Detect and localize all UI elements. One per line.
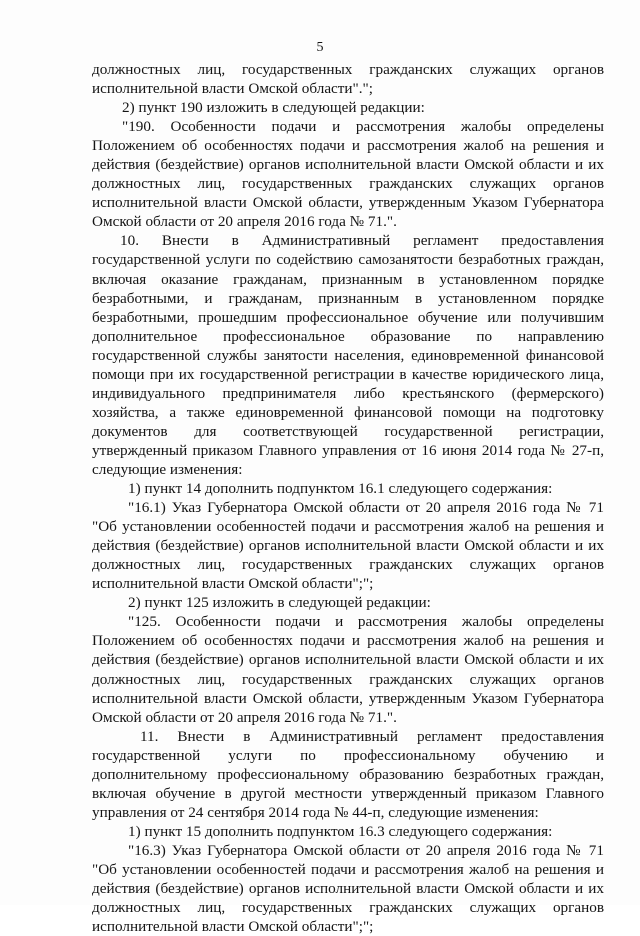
text-line: дополнительное профессиональное образование по направлению [92,327,604,345]
text-line: 10. Внести в Административный регламент предоставления [120,232,604,250]
text-line: действия (бездействие) органов исполнительной власти Омской области и их [92,880,604,898]
text-line: Положением об особенностях подачи и рассмотрения жалоб на решения и [92,137,604,155]
text-line: индивидуального предпринимателя либо крестьянского (фермерского) [92,384,604,402]
text-line: безработными, и гражданам, признанным в установленном порядке [92,289,604,307]
text-line: хозяйства, а также единовременной финансовой помощи на подготовку [92,403,604,421]
text-line: следующие изменения: [92,460,243,478]
text-line: документов для соответствующей государственной регистрации, [92,422,604,440]
text-line: помощи при их государственной регистрации в качестве юридического лица, [92,365,604,383]
text-line: утвержденный приказом Главного управления от 16 июня 2014 года № 27-п, [92,441,604,459]
text-line: должностных лиц, государственных гражданских служащих органов [92,61,604,78]
text-line: включая оказание гражданам, признанным в установленном порядке [92,270,604,288]
document-body [92,60,604,936]
text-line: исполнительной власти Омской области";"; [92,575,374,593]
text-line: дополнительному профессиональному образованию безработных граждан, [92,765,604,783]
text-line: должностных лиц, государственных гражданских служащих органов [92,556,604,574]
text-line: действия (бездействие) органов исполнительной власти Омской области и их [92,537,604,555]
text-line: государственной услуги по профессиональному обучению и [92,746,604,764]
text-line: Омской области от 20 апреля 2016 года № 71.". [92,708,397,726]
text-line: действия (бездействие) органов исполнительной власти Омской области и их [92,651,604,669]
text-line: управления от 24 сентября 2014 года № 44-п, следующие изменения: [92,803,539,821]
text-line: Омской области от 20 апреля 2016 года № 71.". [92,213,397,231]
text-line: "Об установлении особенностей подачи и рассмотрения жалоб на решения и [92,860,604,878]
text-line: безработными, прошедшим профессиональное обучение или получившим [92,308,604,326]
text-line: "Об установлении особенностей подачи и рассмотрения жалоб на решения и [92,518,604,536]
text-line: "16.1) Указ Губернатора Омской области от 20 апреля 2016 года № 71 [128,499,604,517]
text-line: Положением об особенностях подачи и рассмотрения жалоб на решения и [92,632,604,650]
text-line: 1) пункт 15 дополнить подпунктом 16.3 следующего содержания: [128,822,553,840]
text-line: исполнительной власти Омской области, утвержденным Указом Губернатора [92,689,604,707]
page-number: 5 [316,40,324,55]
text-line: 1) пункт 14 дополнить подпунктом 16.1 следующего содержания: [128,480,553,498]
text-line: государственной услуги по содействию самозанятости безработных граждан, [92,251,604,269]
text-line: исполнительной власти Омской области";"; [92,918,374,936]
text-line: государственной службы занятости населения, единовременной финансовой [92,346,604,364]
text-line: 2) пункт 190 изложить в следующей редакции: [122,99,425,117]
text-line: включая обучение в другой местности утвержденный приказом Главного [92,784,604,802]
text-line: 11. Внести в Административный регламент предоставления [140,727,604,745]
text-line: "125. Особенности подачи и рассмотрения жалобы определены [128,613,604,631]
text-line: исполнительной власти Омской области, утвержденным Указом Губернатора [92,194,604,212]
text-line: исполнительной власти Омской области"."; [92,80,373,98]
text-line: действия (бездействие) органов исполнительной власти Омской области и их [92,156,604,174]
text-line: должностных лиц, государственных гражданских служащих органов [92,899,604,917]
text-line: 2) пункт 125 изложить в следующей редакции: [128,594,431,612]
text-line: должностных лиц, государственных гражданских служащих органов [92,670,604,688]
text-line: должностных лиц, государственных гражданских служащих органов [92,175,604,193]
text-line: "190. Особенности подачи и рассмотрения жалобы определены [122,118,604,136]
text-line: "16.3) Указ Губернатора Омской области от 20 апреля 2016 года № 71 [128,841,604,859]
